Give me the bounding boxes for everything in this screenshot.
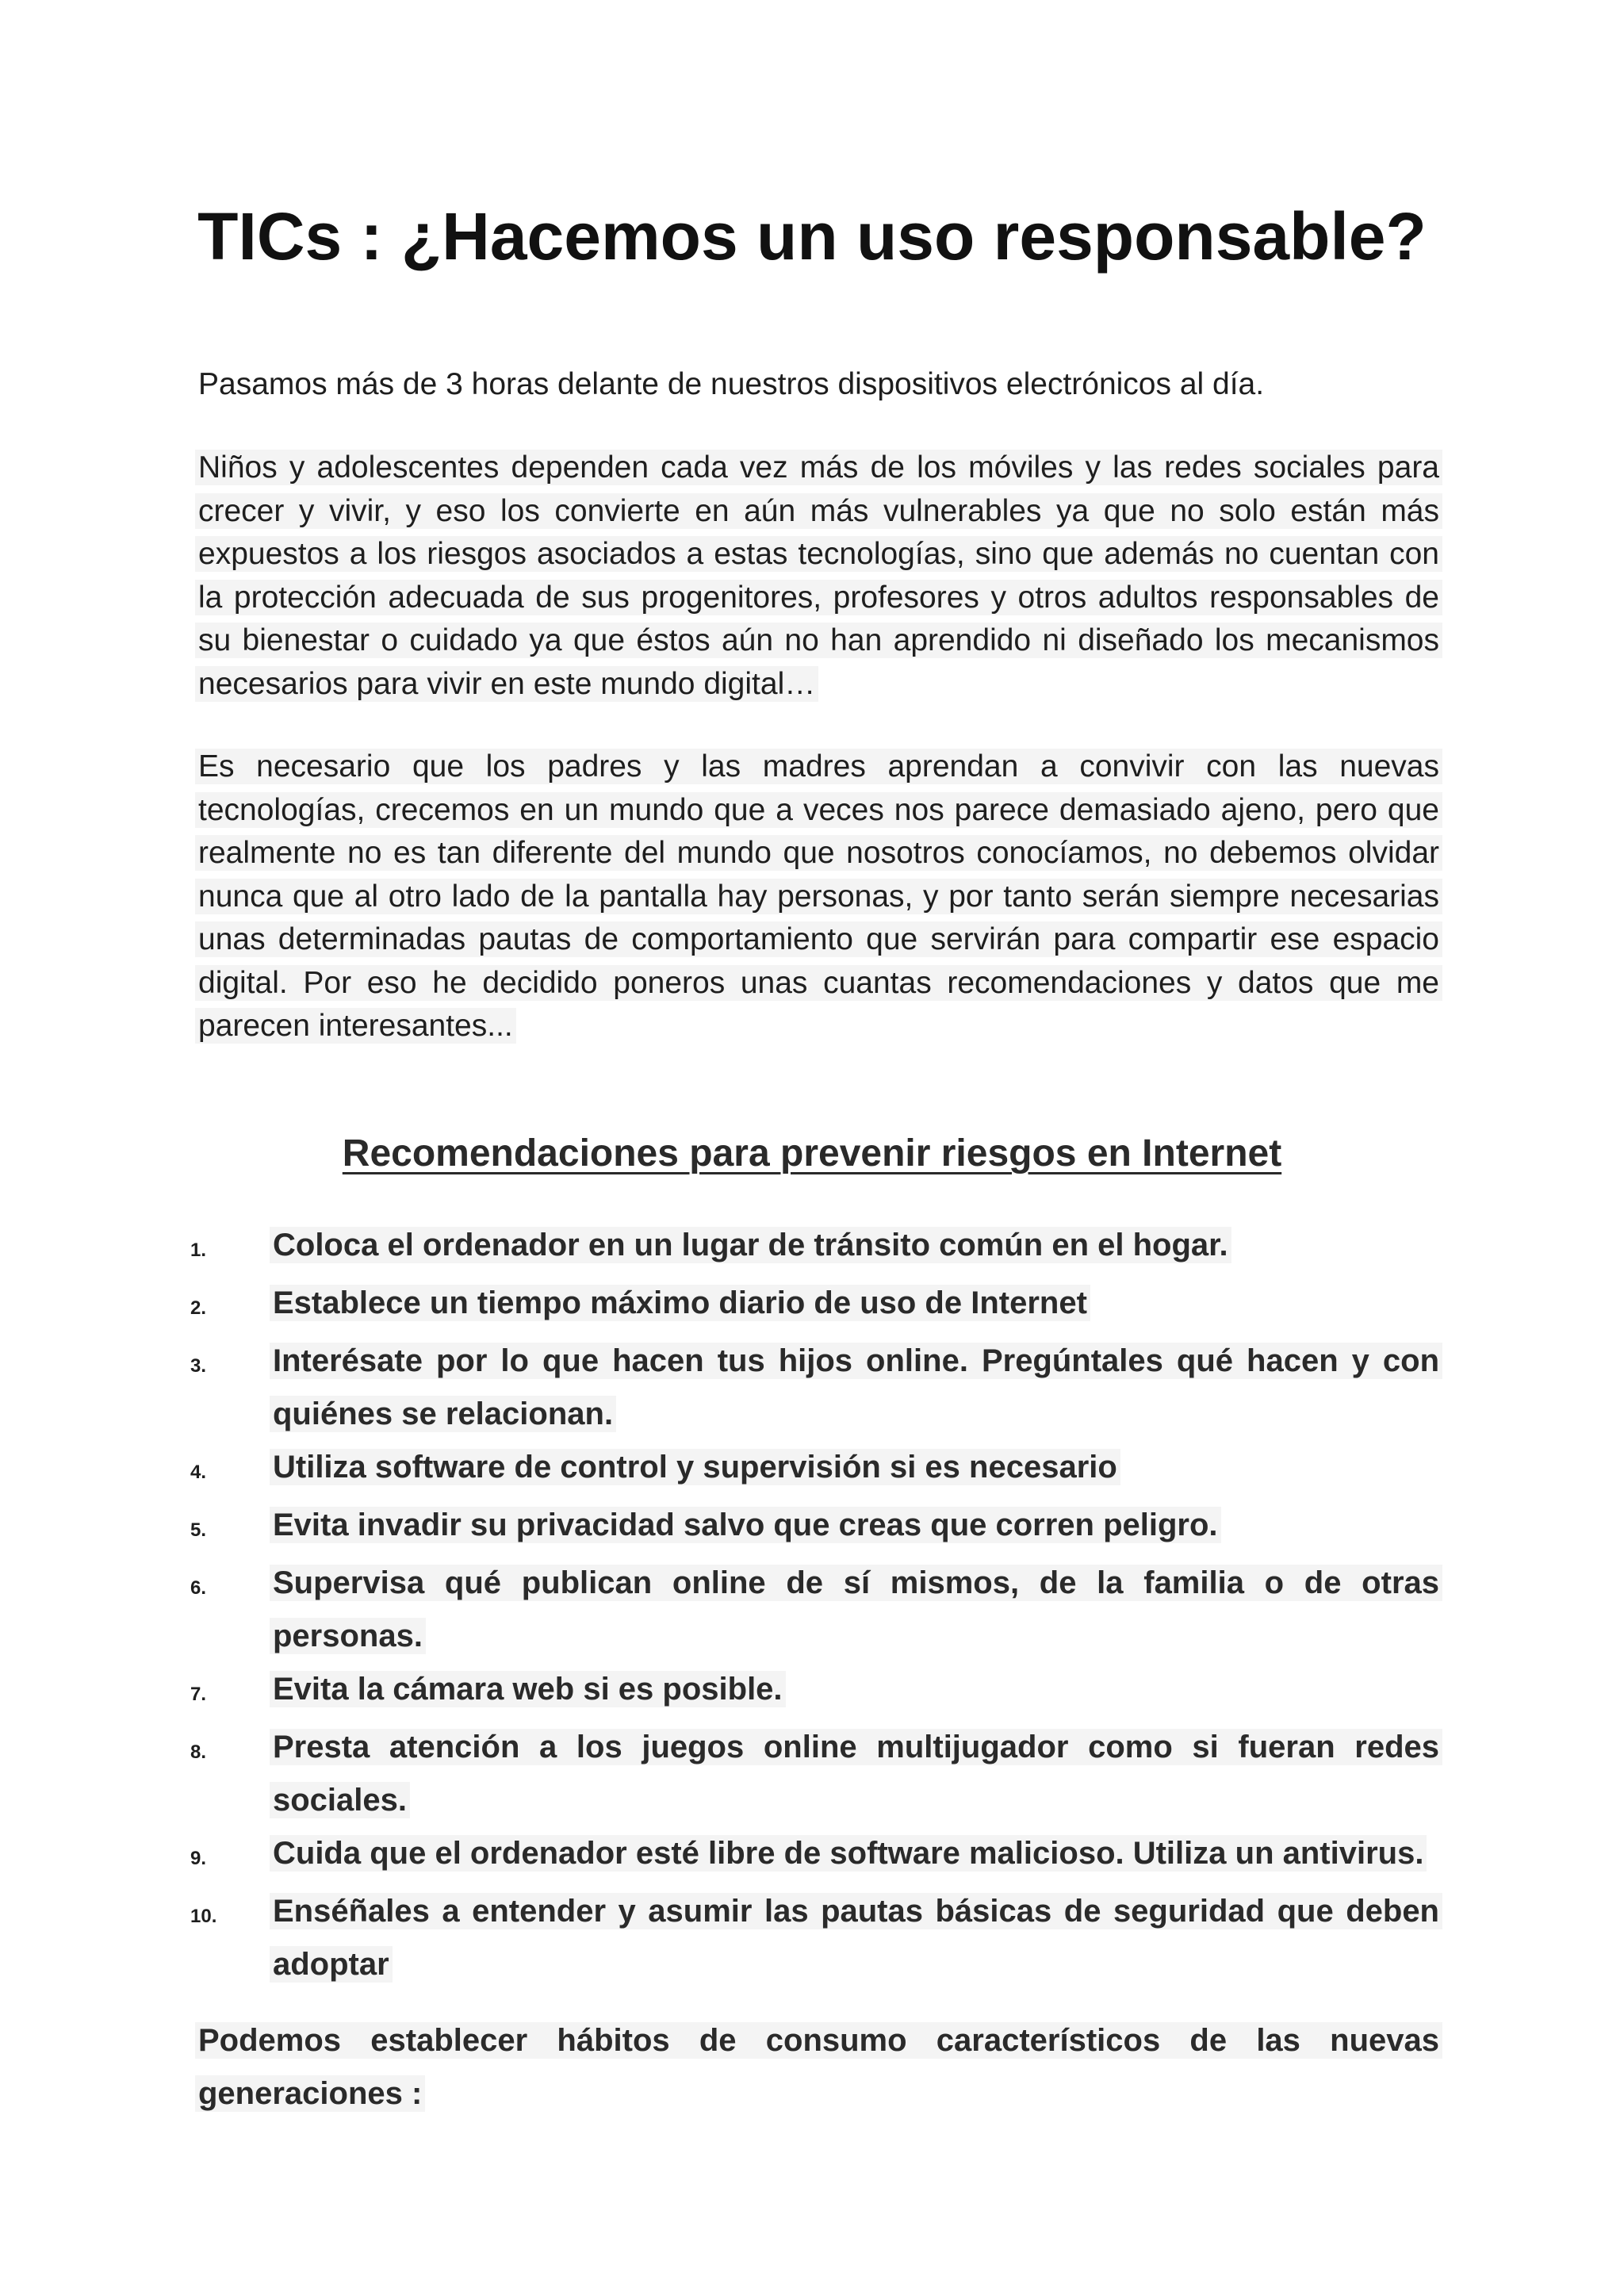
list-item-text-content: Utiliza software de control y supervisión si es necesario (270, 1449, 1120, 1485)
list-item-number: 1. (190, 1239, 207, 1261)
list-item-text-content: Enséñales a entender y asumir las pautas básicas de seguridad que deben adoptar (270, 1893, 1442, 1983)
paragraph-vulnerability (198, 446, 1439, 706)
list-item-number: 8. (190, 1741, 207, 1763)
list-item (190, 1219, 1439, 1277)
closing-text: Podemos establecer hábitos de consumo característicos de las nuevas generaciones : (195, 2022, 1442, 2112)
list-item-text (273, 1885, 1439, 1991)
paragraph-vulnerability-text: Niños y adolescentes dependen cada vez más de los móviles y las redes sociales para crecer y vivir, y eso los convierte en aún más vulnerables ya que no solo están más expuestos a los riesgos asociados a estas tecnologías, sino que además no cuentan con la protección adecuada de sus progenitores, profesores y otros adultos responsables de su bienestar o cuidado ya que éstos aún no han aprendido ni diseñado los mecanismos necesarios para vivir en este mundo digital… (195, 450, 1442, 702)
paragraph-parents-text: Es necesario que los padres y las madres aprendan a convivir con las nuevas tecnologías, crecemos en un mundo que a veces nos parece demasiado ajeno, pero que realmente no es tan diferente del mundo que nosotros conocíamos, no debemos olvidar nunca que al otro lado de la pantalla hay personas, y por tanto serán siempre necesarias unas determinadas pautas de comportamiento que servirán para compartir ese espacio digital. Por eso he decidido poneros unas cuantas recomendaciones y datos que me parecen interesantes... (195, 749, 1442, 1044)
section-title: Recomendaciones para prevenir riesgos en Internet (342, 1132, 1282, 1174)
list-item-number: 3. (190, 1355, 207, 1377)
list-item-text-content: Interésate por lo que hacen tus hijos online. Pregúntales qué hacen y con quiénes se relacionan. (270, 1343, 1442, 1432)
paragraph-parents (198, 745, 1439, 1048)
list-item-number: 7. (190, 1684, 207, 1705)
list-item-text (273, 1499, 1439, 1552)
list-item-number: 2. (190, 1297, 207, 1319)
page-title: TICs : ¿Hacemos un uso responsable? (197, 199, 1427, 274)
recommendations-list (190, 1219, 1439, 1991)
intro-paragraph (198, 363, 1439, 407)
list-item-text-content: Coloca el ordenador en un lugar de tránsito común en el hogar. (270, 1227, 1231, 1263)
intro-text: Pasamos más de 3 horas delante de nuestros dispositivos electrónicos al día. (198, 367, 1265, 401)
list-item (190, 1557, 1439, 1663)
list-item (190, 1277, 1439, 1335)
list-item-number: 9. (190, 1848, 207, 1869)
list-item (190, 1885, 1439, 1991)
list-item (190, 1663, 1439, 1721)
list-item (190, 1721, 1439, 1827)
list-item-text-content: Establece un tiempo máximo diario de uso de Internet (270, 1285, 1090, 1321)
list-item-text (273, 1441, 1439, 1494)
list-item-number: 4. (190, 1462, 207, 1483)
list-item-text (273, 1721, 1439, 1827)
list-item-text (273, 1827, 1439, 1880)
list-item-number: 6. (190, 1577, 207, 1599)
list-item-text-content: Supervisa qué publican online de sí mismos, de la familia o de otras personas. (270, 1565, 1442, 1654)
list-item-text (273, 1663, 1439, 1716)
list-item-text-content: Cuida que el ordenador esté libre de software malicioso. Utiliza un antivirus. (270, 1835, 1427, 1872)
list-item-text (273, 1557, 1439, 1663)
list-item-text (273, 1219, 1439, 1272)
closing-paragraph (198, 2014, 1439, 2121)
list-item (190, 1335, 1439, 1441)
list-item (190, 1499, 1439, 1557)
list-item-number: 5. (190, 1519, 207, 1541)
list-item (190, 1827, 1439, 1885)
list-item-text-content: Evita la cámara web si es posible. (270, 1671, 786, 1707)
list-item-text-content: Presta atención a los juegos online multijugador como si fueran redes sociales. (270, 1729, 1442, 1818)
list-item-number: 10. (190, 1906, 217, 1927)
list-item-text-content: Evita invadir su privacidad salvo que creas que corren peligro. (270, 1507, 1221, 1543)
list-item-text (273, 1335, 1439, 1441)
list-item-text (273, 1277, 1439, 1330)
list-item (190, 1441, 1439, 1499)
